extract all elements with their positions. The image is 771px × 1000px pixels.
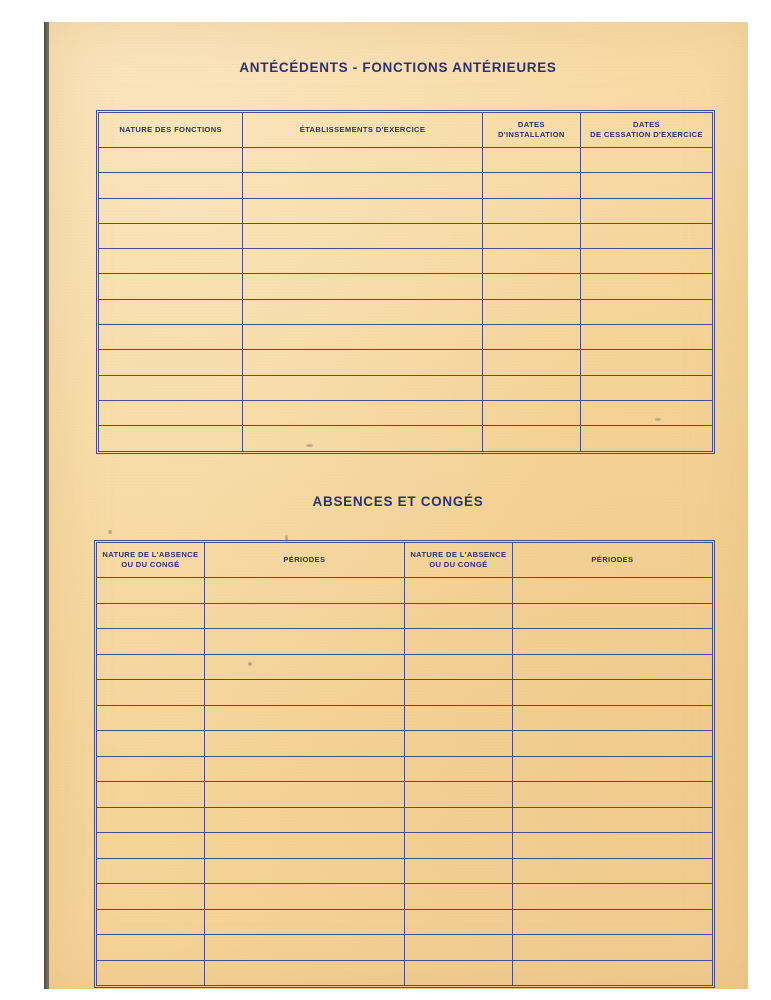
cell-periodes-1[interactable] bbox=[204, 858, 404, 884]
cell-date-cessation[interactable] bbox=[580, 350, 712, 375]
table-row[interactable] bbox=[97, 909, 713, 935]
cell-date-cessation[interactable] bbox=[580, 223, 712, 248]
cell-etablissement[interactable] bbox=[243, 249, 482, 274]
cell-periodes-1[interactable] bbox=[204, 603, 404, 629]
column-header-line1: PÉRIODES bbox=[283, 554, 326, 564]
cell-etablissement[interactable] bbox=[243, 173, 482, 198]
cell-periodes-2[interactable] bbox=[512, 909, 712, 935]
cell-etablissement[interactable] bbox=[243, 223, 482, 248]
table-row[interactable] bbox=[97, 731, 713, 757]
cell-nature[interactable] bbox=[99, 400, 243, 425]
cell-nature[interactable] bbox=[99, 223, 243, 248]
cell-nature-absence-1[interactable] bbox=[97, 807, 205, 833]
table-row[interactable] bbox=[97, 858, 713, 884]
column-header-line1: DATES bbox=[633, 119, 660, 129]
cell-periodes-1[interactable] bbox=[204, 935, 404, 961]
cell-date-installation[interactable] bbox=[482, 198, 580, 223]
table-row[interactable] bbox=[97, 603, 713, 629]
cell-date-installation[interactable] bbox=[482, 274, 580, 299]
cell-periodes-2[interactable] bbox=[512, 756, 712, 782]
cell-nature-absence-1[interactable] bbox=[97, 782, 205, 808]
cell-nature-absence-1[interactable] bbox=[97, 884, 205, 910]
table-row[interactable] bbox=[97, 960, 713, 986]
cell-date-installation[interactable] bbox=[482, 223, 580, 248]
cell-etablissement[interactable] bbox=[243, 299, 482, 324]
table-row[interactable] bbox=[97, 654, 713, 680]
column-header-dates-cessation bbox=[580, 113, 712, 148]
cell-periodes-2[interactable] bbox=[512, 654, 712, 680]
cell-nature[interactable] bbox=[99, 299, 243, 324]
cell-date-cessation[interactable] bbox=[580, 325, 712, 350]
cell-etablissement[interactable] bbox=[243, 325, 482, 350]
cell-periodes-2[interactable] bbox=[512, 705, 712, 731]
cell-nature-absence-2[interactable] bbox=[404, 603, 512, 629]
table-row[interactable] bbox=[99, 400, 713, 425]
cell-date-installation[interactable] bbox=[482, 426, 580, 451]
cell-periodes-2[interactable] bbox=[512, 960, 712, 986]
table-row[interactable] bbox=[99, 274, 713, 299]
cell-date-installation[interactable] bbox=[482, 375, 580, 400]
column-header-line1: DATES bbox=[517, 119, 545, 129]
absences-table bbox=[96, 542, 713, 986]
table-row[interactable] bbox=[97, 935, 713, 961]
column-header-line1: ÉTABLISSEMENTS D'EXERCICE bbox=[299, 124, 426, 134]
cell-date-installation[interactable] bbox=[482, 148, 580, 173]
cell-periodes-2[interactable] bbox=[512, 782, 712, 808]
table-row[interactable] bbox=[97, 705, 713, 731]
table-row[interactable] bbox=[99, 173, 713, 198]
cell-nature-absence-2[interactable] bbox=[404, 680, 512, 706]
cell-etablissement[interactable] bbox=[243, 350, 482, 375]
section-title-absences: ABSENCES ET CONGÉS bbox=[312, 494, 484, 509]
cell-nature-absence-2[interactable] bbox=[404, 858, 512, 884]
cell-etablissement[interactable] bbox=[243, 198, 482, 223]
cell-nature-absence-2[interactable] bbox=[404, 629, 512, 655]
section-title-antecedents: ANTÉCÉDENTS - FONCTIONS ANTÉRIEURES bbox=[239, 60, 557, 75]
cell-nature-absence-1[interactable] bbox=[97, 680, 205, 706]
cell-date-cessation[interactable] bbox=[580, 400, 712, 425]
cell-periodes-2[interactable] bbox=[512, 578, 712, 604]
cell-date-cessation[interactable] bbox=[580, 173, 712, 198]
cell-date-installation[interactable] bbox=[482, 299, 580, 324]
cell-nature[interactable] bbox=[99, 375, 243, 400]
cell-nature-absence-2[interactable] bbox=[404, 782, 512, 808]
cell-nature[interactable] bbox=[99, 426, 243, 451]
cell-periodes-2[interactable] bbox=[512, 731, 712, 757]
cell-nature-absence-2[interactable] bbox=[404, 654, 512, 680]
cell-date-cessation[interactable] bbox=[580, 198, 712, 223]
cell-date-cessation[interactable] bbox=[580, 426, 712, 451]
cell-date-installation[interactable] bbox=[482, 249, 580, 274]
column-header-nature-absence-2 bbox=[404, 543, 512, 578]
cell-nature-absence-2[interactable] bbox=[404, 935, 512, 961]
cell-nature-absence-1[interactable] bbox=[97, 935, 205, 961]
table-row[interactable] bbox=[97, 680, 713, 706]
cell-date-cessation[interactable] bbox=[580, 375, 712, 400]
table-row[interactable] bbox=[99, 198, 713, 223]
scan-speck bbox=[285, 535, 288, 542]
cell-nature-absence-2[interactable] bbox=[404, 960, 512, 986]
cell-nature-absence-2[interactable] bbox=[404, 578, 512, 604]
column-header-line2: OU DU CONGÉ bbox=[429, 560, 488, 569]
cell-periodes-1[interactable] bbox=[204, 833, 404, 859]
table-row[interactable] bbox=[97, 782, 713, 808]
antecedents-table-body bbox=[99, 148, 713, 452]
table-header-row bbox=[97, 543, 713, 578]
column-header-nature-absence-1 bbox=[97, 543, 205, 578]
cell-nature-absence-1[interactable] bbox=[97, 833, 205, 859]
cell-periodes-1[interactable] bbox=[204, 884, 404, 910]
table-row[interactable] bbox=[99, 426, 713, 451]
cell-periodes-2[interactable] bbox=[512, 884, 712, 910]
cell-periodes-1[interactable] bbox=[204, 629, 404, 655]
table-header-row bbox=[99, 113, 713, 148]
column-header-line1: NATURE DES FONCTIONS bbox=[119, 124, 222, 134]
cell-etablissement[interactable] bbox=[243, 426, 482, 451]
antecedents-table bbox=[98, 112, 713, 452]
cell-periodes-1[interactable] bbox=[204, 782, 404, 808]
cell-periodes-2[interactable] bbox=[512, 603, 712, 629]
table-row[interactable] bbox=[97, 756, 713, 782]
table-row[interactable] bbox=[99, 299, 713, 324]
column-header-line2: DE CESSATION D'EXERCICE bbox=[590, 130, 703, 139]
cell-nature-absence-2[interactable] bbox=[404, 705, 512, 731]
cell-nature-absence-1[interactable] bbox=[97, 603, 205, 629]
cell-nature-absence-1[interactable] bbox=[97, 858, 205, 884]
cell-nature[interactable] bbox=[99, 173, 243, 198]
cell-date-cessation[interactable] bbox=[580, 274, 712, 299]
table-row[interactable] bbox=[99, 375, 713, 400]
cell-nature-absence-2[interactable] bbox=[404, 884, 512, 910]
cell-periodes-1[interactable] bbox=[204, 654, 404, 680]
table-row[interactable] bbox=[99, 223, 713, 248]
cell-etablissement[interactable] bbox=[243, 375, 482, 400]
column-header-etablissements bbox=[243, 113, 482, 148]
cell-nature-absence-2[interactable] bbox=[404, 756, 512, 782]
table-row[interactable] bbox=[97, 833, 713, 859]
cell-nature-absence-1[interactable] bbox=[97, 705, 205, 731]
cell-date-cessation[interactable] bbox=[580, 249, 712, 274]
cell-periodes-1[interactable] bbox=[204, 909, 404, 935]
scan-speck bbox=[108, 530, 112, 534]
cell-nature-absence-1[interactable] bbox=[97, 756, 205, 782]
cell-date-installation[interactable] bbox=[482, 325, 580, 350]
cell-nature[interactable] bbox=[99, 350, 243, 375]
cell-periodes-2[interactable] bbox=[512, 807, 712, 833]
cell-periodes-1[interactable] bbox=[204, 960, 404, 986]
cell-nature[interactable] bbox=[99, 325, 243, 350]
cell-nature[interactable] bbox=[99, 148, 243, 173]
cell-nature[interactable] bbox=[99, 274, 243, 299]
cell-nature-absence-1[interactable] bbox=[97, 960, 205, 986]
cell-etablissement[interactable] bbox=[243, 400, 482, 425]
column-header-line1: NATURE DE L'ABSENCE bbox=[102, 549, 199, 559]
column-header-line2: D'INSTALLATION bbox=[497, 130, 565, 139]
antecedents-table-head bbox=[99, 113, 713, 148]
column-header-periodes-1 bbox=[204, 543, 404, 578]
cell-date-installation[interactable] bbox=[482, 350, 580, 375]
cell-nature-absence-2[interactable] bbox=[404, 807, 512, 833]
column-header-line2: OU DU CONGÉ bbox=[121, 560, 180, 569]
cell-periodes-2[interactable] bbox=[512, 858, 712, 884]
cell-nature[interactable] bbox=[99, 249, 243, 274]
cell-periodes-1[interactable] bbox=[204, 756, 404, 782]
cell-periodes-2[interactable] bbox=[512, 629, 712, 655]
cell-periodes-1[interactable] bbox=[204, 680, 404, 706]
cell-nature-absence-1[interactable] bbox=[97, 654, 205, 680]
table-row[interactable] bbox=[97, 807, 713, 833]
cell-periodes-1[interactable] bbox=[204, 807, 404, 833]
cell-nature-absence-2[interactable] bbox=[404, 731, 512, 757]
cell-etablissement[interactable] bbox=[243, 274, 482, 299]
cell-nature-absence-2[interactable] bbox=[404, 833, 512, 859]
column-header-line1: PÉRIODES bbox=[591, 554, 634, 564]
table-row[interactable] bbox=[99, 148, 713, 173]
paper-sheet bbox=[48, 22, 748, 989]
cell-nature-absence-2[interactable] bbox=[404, 909, 512, 935]
column-header-nature-des-fonctions bbox=[99, 113, 243, 148]
table-row[interactable] bbox=[99, 249, 713, 274]
cell-periodes-2[interactable] bbox=[512, 833, 712, 859]
table-row[interactable] bbox=[99, 325, 713, 350]
cell-nature-absence-1[interactable] bbox=[97, 909, 205, 935]
cell-date-cessation[interactable] bbox=[580, 148, 712, 173]
cell-periodes-1[interactable] bbox=[204, 705, 404, 731]
cell-periodes-2[interactable] bbox=[512, 935, 712, 961]
cell-etablissement[interactable] bbox=[243, 148, 482, 173]
table-row[interactable] bbox=[99, 350, 713, 375]
cell-nature-absence-1[interactable] bbox=[97, 731, 205, 757]
table-row[interactable] bbox=[97, 578, 713, 604]
column-header-dates-installation bbox=[482, 113, 580, 148]
absences-table-body bbox=[97, 578, 713, 986]
cell-date-installation[interactable] bbox=[482, 400, 580, 425]
cell-periodes-1[interactable] bbox=[204, 578, 404, 604]
table-row[interactable] bbox=[97, 629, 713, 655]
cell-nature-absence-1[interactable] bbox=[97, 629, 205, 655]
column-header-line1: NATURE DE L'ABSENCE bbox=[410, 549, 507, 559]
cell-nature[interactable] bbox=[99, 198, 243, 223]
cell-periodes-1[interactable] bbox=[204, 731, 404, 757]
cell-date-installation[interactable] bbox=[482, 173, 580, 198]
absences-table-head bbox=[97, 543, 713, 578]
cell-date-cessation[interactable] bbox=[580, 299, 712, 324]
column-header-periodes-2 bbox=[512, 543, 712, 578]
table-row[interactable] bbox=[97, 884, 713, 910]
cell-nature-absence-1[interactable] bbox=[97, 578, 205, 604]
cell-periodes-2[interactable] bbox=[512, 680, 712, 706]
